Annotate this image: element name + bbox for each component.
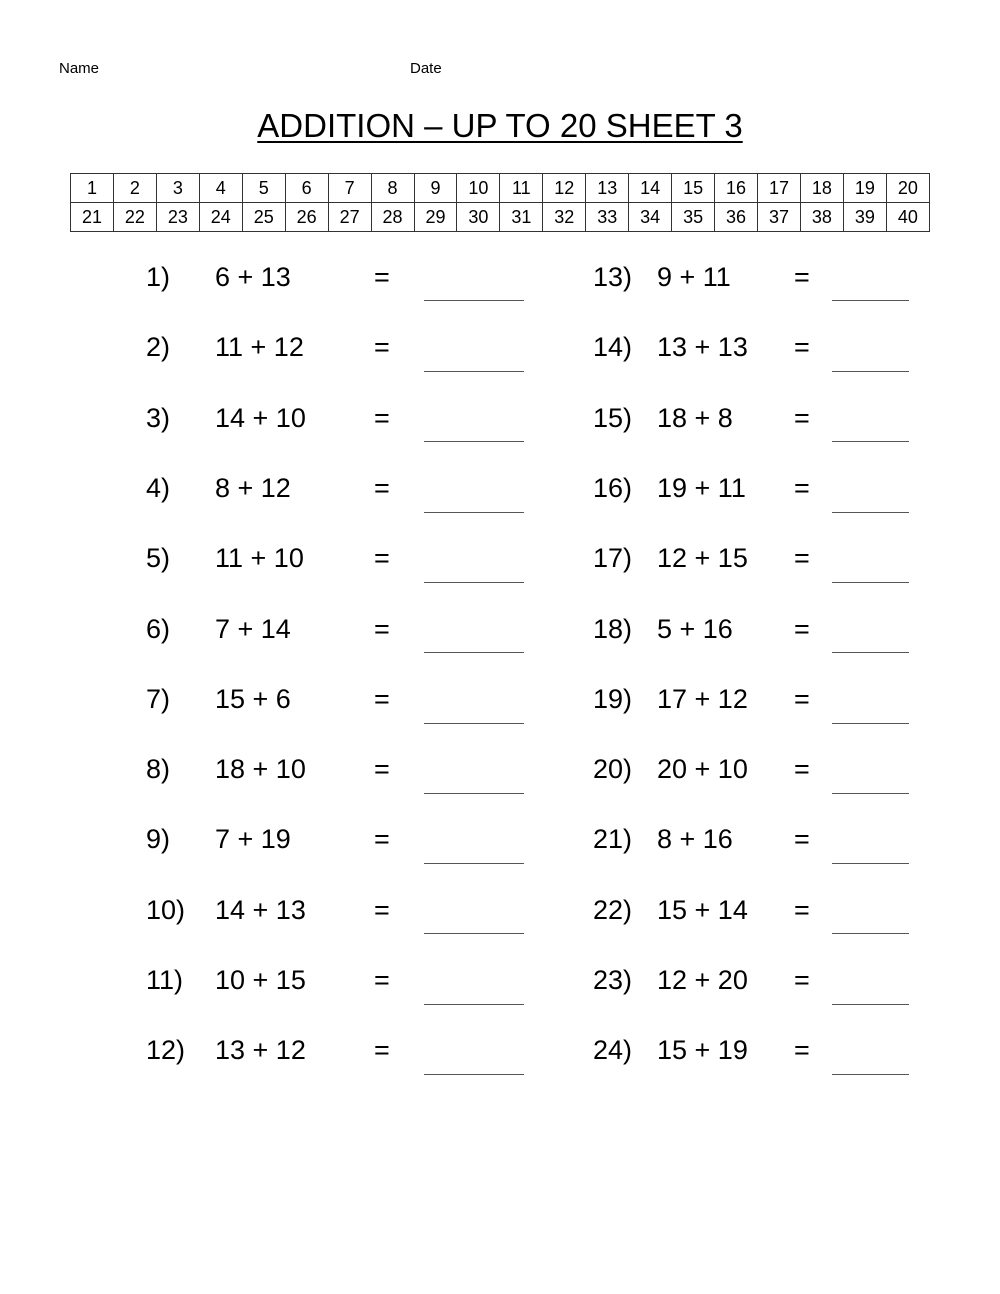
equals-sign: = <box>794 473 810 503</box>
equals-sign: = <box>374 332 390 362</box>
answer-blank[interactable] <box>832 300 909 301</box>
answer-blank[interactable] <box>424 441 524 442</box>
problem-row <box>0 683 1000 715</box>
equals-sign: = <box>794 332 810 362</box>
problem-expression: 19 + 11 <box>657 473 746 503</box>
problem-expression: 10 + 15 <box>215 965 306 995</box>
problem-row <box>0 613 1000 645</box>
problem-number: 10) <box>146 895 186 925</box>
problem-expression: 8 + 12 <box>215 473 291 503</box>
answer-blank[interactable] <box>424 933 524 934</box>
equals-sign: = <box>374 895 390 925</box>
number-grid-cell: 6 <box>285 174 328 203</box>
number-grid-cell: 4 <box>199 174 242 203</box>
number-grid-cell: 3 <box>156 174 199 203</box>
problem-number: 24) <box>593 1035 633 1065</box>
problem-expression: 5 + 16 <box>657 614 733 644</box>
answer-blank[interactable] <box>424 793 524 794</box>
number-grid-cell: 8 <box>371 174 414 203</box>
equals-sign: = <box>374 543 390 573</box>
problem-number: 14) <box>593 332 633 362</box>
equals-sign: = <box>794 754 810 784</box>
number-grid-cell: 25 <box>242 203 285 232</box>
problem-number: 3) <box>146 403 171 433</box>
number-grid-cell: 2 <box>113 174 156 203</box>
answer-blank[interactable] <box>832 652 909 653</box>
number-grid-cell: 12 <box>543 174 586 203</box>
problem-number: 9) <box>146 824 171 854</box>
answer-blank[interactable] <box>832 1004 909 1005</box>
problem-row <box>0 753 1000 785</box>
equals-sign: = <box>794 403 810 433</box>
number-grid-cell: 7 <box>328 174 371 203</box>
problem-number: 15) <box>593 403 633 433</box>
number-grid-cell: 21 <box>71 203 114 232</box>
problem-number: 6) <box>146 614 171 644</box>
problem-number: 1) <box>146 262 171 292</box>
number-grid-cell: 27 <box>328 203 371 232</box>
problem-number: 18) <box>593 614 633 644</box>
equals-sign: = <box>374 403 390 433</box>
number-grid-cell: 31 <box>500 203 543 232</box>
answer-blank[interactable] <box>424 582 524 583</box>
problem-row <box>0 472 1000 504</box>
number-grid-cell: 16 <box>715 174 758 203</box>
problem-number: 8) <box>146 754 171 784</box>
answer-blank[interactable] <box>424 512 524 513</box>
answer-blank[interactable] <box>832 1074 909 1075</box>
number-grid-cell: 32 <box>543 203 586 232</box>
answer-blank[interactable] <box>832 512 909 513</box>
equals-sign: = <box>374 965 390 995</box>
answer-blank[interactable] <box>832 933 909 934</box>
problem-number: 7) <box>146 684 171 714</box>
equals-sign: = <box>794 965 810 995</box>
equals-sign: = <box>794 824 810 854</box>
equals-sign: = <box>794 895 810 925</box>
answer-blank[interactable] <box>424 863 524 864</box>
problem-row <box>0 964 1000 996</box>
equals-sign: = <box>374 473 390 503</box>
problem-row <box>0 894 1000 926</box>
number-grid-cell: 37 <box>758 203 801 232</box>
problem-row <box>0 331 1000 363</box>
problem-row <box>0 261 1000 293</box>
equals-sign: = <box>794 262 810 292</box>
number-grid-cell: 38 <box>800 203 843 232</box>
number-grid-cell: 33 <box>586 203 629 232</box>
equals-sign: = <box>794 684 810 714</box>
answer-blank[interactable] <box>424 1074 524 1075</box>
problem-number: 23) <box>593 965 633 995</box>
number-grid-cell: 22 <box>113 203 156 232</box>
number-grid-cell: 13 <box>586 174 629 203</box>
number-grid-row <box>71 174 930 203</box>
number-grid-cell: 26 <box>285 203 328 232</box>
number-grid-cell: 30 <box>457 203 500 232</box>
equals-sign: = <box>794 1035 810 1065</box>
number-grid-cell: 28 <box>371 203 414 232</box>
problem-number: 16) <box>593 473 633 503</box>
problem-expression: 11 + 10 <box>215 543 304 573</box>
number-grid-cell: 39 <box>843 203 886 232</box>
problem-expression: 15 + 14 <box>657 895 748 925</box>
number-grid-cell: 10 <box>457 174 500 203</box>
worksheet-title: ADDITION – UP TO 20 SHEET 3 <box>257 107 743 144</box>
number-grid-cell: 11 <box>500 174 543 203</box>
problem-number: 20) <box>593 754 633 784</box>
equals-sign: = <box>374 614 390 644</box>
problem-expression: 13 + 13 <box>657 332 748 362</box>
answer-blank[interactable] <box>424 371 524 372</box>
problem-row <box>0 1034 1000 1066</box>
equals-sign: = <box>374 754 390 784</box>
number-grid-cell: 36 <box>715 203 758 232</box>
problem-expression: 17 + 12 <box>657 684 748 714</box>
problem-number: 12) <box>146 1035 186 1065</box>
number-grid-row <box>71 203 930 232</box>
number-grid-cell: 24 <box>199 203 242 232</box>
problem-number: 21) <box>593 824 633 854</box>
problem-number: 11) <box>146 965 184 995</box>
answer-blank[interactable] <box>424 723 524 724</box>
equals-sign: = <box>794 614 810 644</box>
problem-number: 4) <box>146 473 171 503</box>
problem-number: 13) <box>593 262 633 292</box>
number-grid-cell: 17 <box>758 174 801 203</box>
number-grid-cell: 9 <box>414 174 457 203</box>
answer-blank[interactable] <box>832 441 909 442</box>
problem-expression: 9 + 11 <box>657 262 731 292</box>
problem-expression: 18 + 8 <box>657 403 733 433</box>
equals-sign: = <box>794 543 810 573</box>
answer-blank[interactable] <box>424 652 524 653</box>
problem-expression: 8 + 16 <box>657 824 733 854</box>
problem-number: 17) <box>593 543 633 573</box>
number-grid-cell: 15 <box>672 174 715 203</box>
problem-expression: 13 + 12 <box>215 1035 306 1065</box>
problem-row <box>0 402 1000 434</box>
number-grid-cell: 5 <box>242 174 285 203</box>
problem-row <box>0 823 1000 855</box>
problem-expression: 6 + 13 <box>215 262 291 292</box>
equals-sign: = <box>374 684 390 714</box>
answer-blank[interactable] <box>832 793 909 794</box>
problem-expression: 15 + 19 <box>657 1035 748 1065</box>
problem-expression: 18 + 10 <box>215 754 306 784</box>
answer-blank[interactable] <box>832 582 909 583</box>
name-label: Name <box>59 60 100 77</box>
date-label: Date <box>410 60 442 77</box>
answer-blank[interactable] <box>832 723 909 724</box>
problem-expression: 14 + 10 <box>215 403 306 433</box>
problem-expression: 11 + 12 <box>215 332 304 362</box>
number-grid-cell: 1 <box>71 174 114 203</box>
problem-expression: 14 + 13 <box>215 895 306 925</box>
number-grid <box>70 173 930 232</box>
number-grid-cell: 19 <box>843 174 886 203</box>
answer-blank[interactable] <box>832 371 909 372</box>
problem-expression: 15 + 6 <box>215 684 291 714</box>
number-grid-cell: 34 <box>629 203 672 232</box>
number-grid-cell: 14 <box>629 174 672 203</box>
answer-blank[interactable] <box>832 863 909 864</box>
number-grid-cell: 29 <box>414 203 457 232</box>
number-grid-cell: 20 <box>886 174 929 203</box>
answer-blank[interactable] <box>424 1004 524 1005</box>
problem-number: 5) <box>146 543 171 573</box>
problem-number: 19) <box>593 684 633 714</box>
problem-expression: 7 + 14 <box>215 614 291 644</box>
number-grid-cell: 40 <box>886 203 929 232</box>
answer-blank[interactable] <box>424 300 524 301</box>
problem-expression: 12 + 20 <box>657 965 748 995</box>
equals-sign: = <box>374 824 390 854</box>
number-grid-cell: 23 <box>156 203 199 232</box>
equals-sign: = <box>374 262 390 292</box>
problem-number: 22) <box>593 895 633 925</box>
problem-row <box>0 542 1000 574</box>
number-grid-cell: 18 <box>800 174 843 203</box>
equals-sign: = <box>374 1035 390 1065</box>
problem-number: 2) <box>146 332 171 362</box>
number-grid-cell: 35 <box>672 203 715 232</box>
problem-expression: 12 + 15 <box>657 543 748 573</box>
problem-expression: 20 + 10 <box>657 754 748 784</box>
problem-expression: 7 + 19 <box>215 824 291 854</box>
